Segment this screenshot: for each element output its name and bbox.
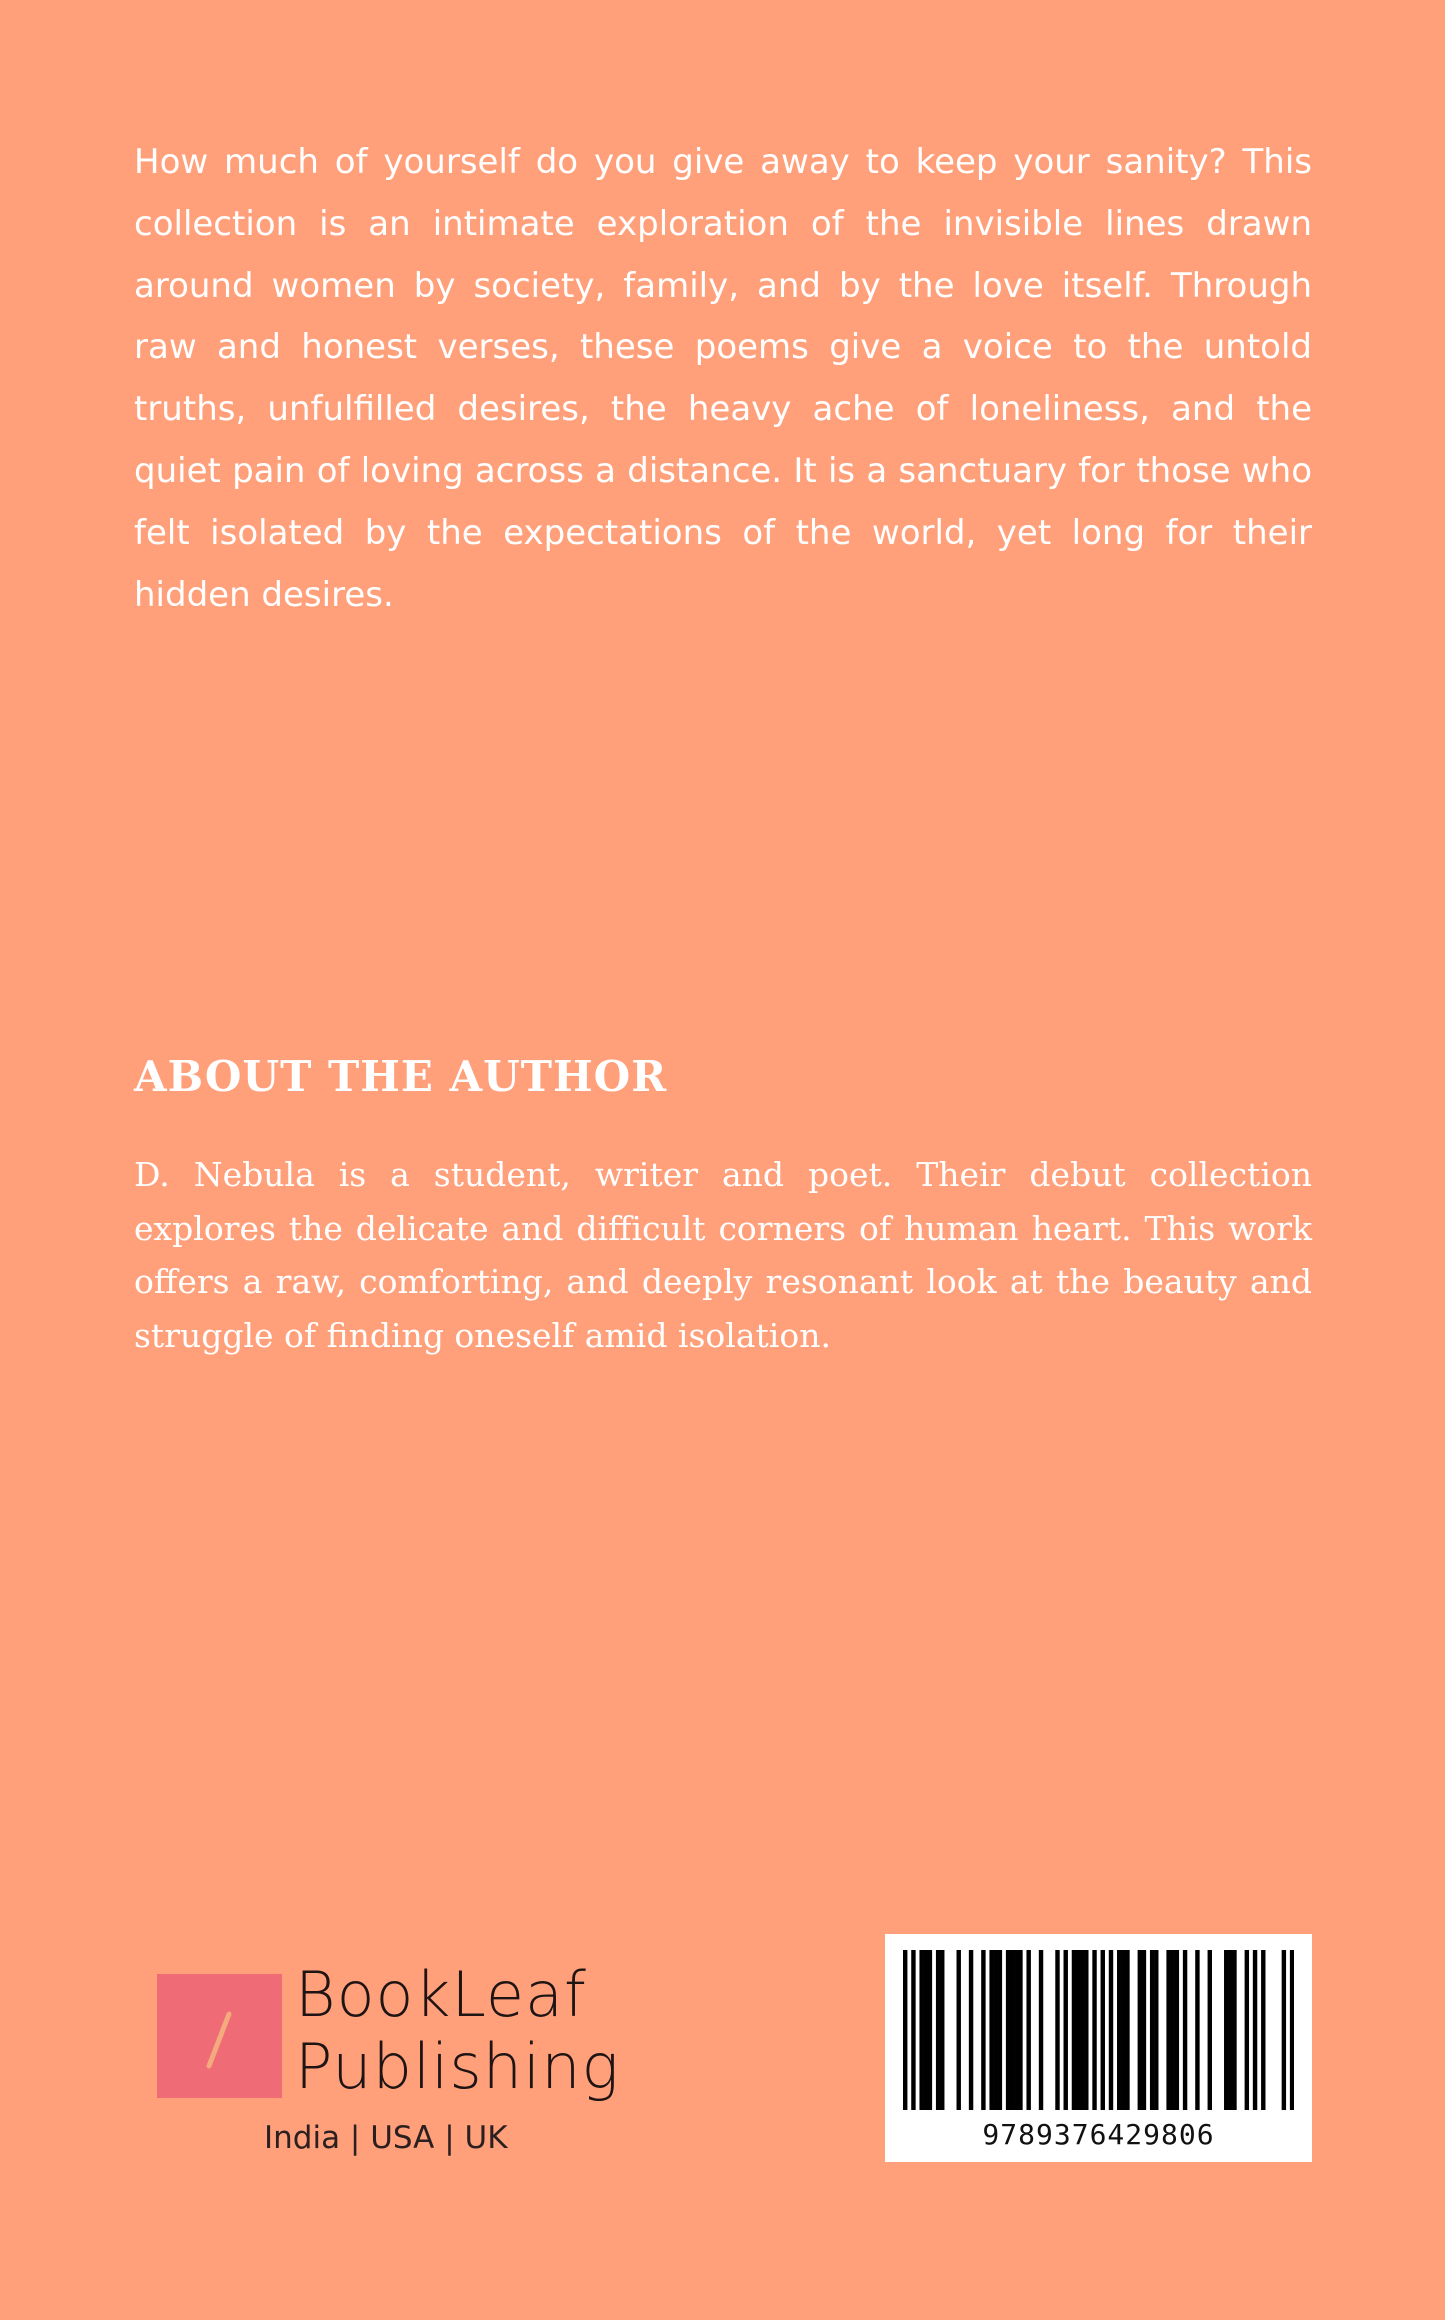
barcode-bar xyxy=(969,1950,973,2110)
about-author-text: D. Nebula is a student, writer and poet. Their debut collection explores the delicate and difficult corners of human heart. This work offers a raw, comforting, and deeply resonant look at the beauty and struggle of finding oneself amid isolation. xyxy=(134,1155,1312,1355)
barcode-bar xyxy=(981,1950,985,2110)
barcode-bar xyxy=(1142,1950,1146,2110)
barcode-bar xyxy=(1101,1950,1105,2110)
barcode-bar xyxy=(1064,1950,1068,2110)
about-author-heading: ABOUT THE AUTHOR xyxy=(134,1052,668,1101)
barcode-bar xyxy=(1195,1950,1199,2110)
barcode-bar xyxy=(1014,1950,1018,2110)
publisher-regions: India | USA | UK xyxy=(264,2120,508,2156)
publisher-logo xyxy=(157,1974,282,2098)
barcode-bar xyxy=(928,1950,932,2110)
barcode-bar xyxy=(1228,1950,1232,2110)
barcode-bars xyxy=(903,1950,1294,2110)
barcode-bar xyxy=(989,1950,993,2110)
barcode-bar xyxy=(1290,1950,1294,2110)
barcode-bar xyxy=(998,1950,1002,2110)
barcode-bar xyxy=(1175,1950,1179,2110)
barcode-bar xyxy=(1282,1950,1286,2110)
barcode-bar xyxy=(1072,1950,1076,2110)
barcode-bar xyxy=(1125,1950,1129,2110)
barcode-bar xyxy=(919,1950,923,2110)
barcode-bar xyxy=(1232,1950,1236,2110)
barcode-bar xyxy=(1084,1950,1088,2110)
barcode-bar xyxy=(1076,1950,1080,2110)
barcode-bar xyxy=(1253,1950,1257,2110)
barcode-bar xyxy=(1055,1950,1059,2110)
barcode-bar xyxy=(1261,1950,1265,2110)
publisher-name-line2: Publishing xyxy=(295,2030,620,2103)
barcode-bar xyxy=(1121,1950,1125,2110)
barcode-bar xyxy=(1171,1950,1175,2110)
barcode-bar xyxy=(1039,1950,1043,2110)
book-blurb: How much of yourself do you give away to keep your sanity? This collection is an intimate exploration of the invisible lines drawn around women by society, family, and by the love itself. Through raw and honest verses, these poems give a voice to the untold truths, unfulfilled desires, the heavy ache of loneliness, and the quiet pain of loving across a distance. It is a sanctuary for those who felt isolated by the expectations of the world, yet long for their hidden desires. xyxy=(134,142,1312,615)
barcode-bar xyxy=(1183,1950,1187,2110)
barcode-bar xyxy=(994,1950,998,2110)
isbn-number: 9789376429806 xyxy=(982,2118,1215,2151)
barcode-bar xyxy=(911,1950,915,2110)
barcode-bar xyxy=(903,1950,907,2110)
barcode-bar xyxy=(1092,1950,1096,2110)
barcode-bar xyxy=(1117,1950,1121,2110)
barcode-bar xyxy=(1018,1950,1022,2110)
barcode-bar xyxy=(1080,1950,1084,2110)
barcode-bar xyxy=(1006,1950,1010,2110)
publisher-name-line1: BookLeaf xyxy=(295,1958,587,2031)
barcode-bar xyxy=(940,1950,944,2110)
barcode-bar xyxy=(1245,1950,1249,2110)
barcode-bar xyxy=(1138,1950,1142,2110)
barcode-bar xyxy=(1010,1950,1014,2110)
isbn-barcode xyxy=(885,1934,1312,2162)
barcode-bar xyxy=(1150,1950,1154,2110)
barcode-bar xyxy=(924,1950,928,2110)
barcode-bar xyxy=(1224,1950,1228,2110)
barcode-bar xyxy=(957,1950,961,2110)
barcode-bar xyxy=(1166,1950,1170,2110)
barcode-bar xyxy=(936,1950,940,2110)
barcode-bar xyxy=(1026,1950,1030,2110)
barcode-bar xyxy=(1208,1950,1212,2110)
slash-leaf-icon xyxy=(157,1974,282,2098)
barcode-bar xyxy=(1109,1950,1113,2110)
barcode-bar xyxy=(1154,1950,1158,2110)
